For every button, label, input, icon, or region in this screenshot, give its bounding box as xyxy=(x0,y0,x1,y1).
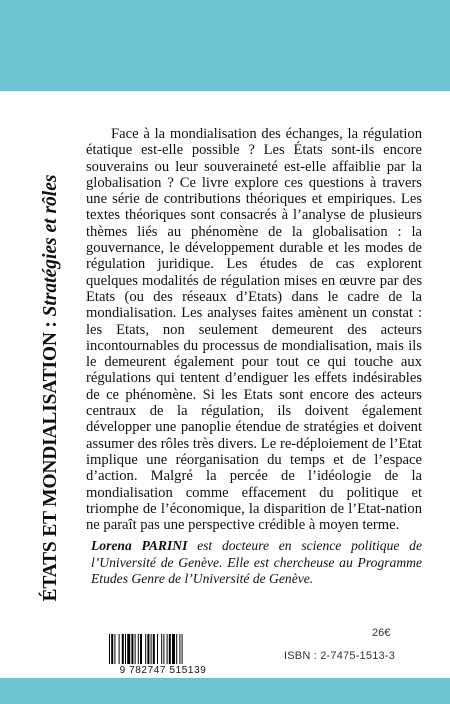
isbn-label: ISBN : 2-7475-1513-3 xyxy=(284,650,396,662)
book-subtitle: Stratégies et rôles xyxy=(40,174,61,317)
author-name: Lorena PARINI xyxy=(91,538,188,553)
back-cover-blurb xyxy=(86,126,422,533)
author-bio xyxy=(91,538,422,588)
bottom-color-band xyxy=(0,678,450,704)
spine-title xyxy=(39,96,63,680)
book-title: ÉTATS ET MONDIALISATION : xyxy=(40,321,61,602)
top-color-band xyxy=(0,0,450,91)
barcode-number: 9 782747 515139 xyxy=(119,665,207,676)
author-bio-text: est docteure en science politique de l’Université de Genève. Elle est chercheuse au Programme Etudes Genre de l’Université de Genève. xyxy=(91,538,422,586)
barcode-bars xyxy=(105,632,221,666)
price-label: 26€ xyxy=(372,627,391,639)
blurb-paragraph: Face à la mondialisation des échanges, la régulation étatique est-elle possible ? Les États sont-ils encore souverains ou leur souveraineté est-elle affaiblie par la globalisation ? Ce livre explore ces questions à travers une série de contributions théoriques et empiriques. Les textes théoriques sont consacrés à l’analyse de plusieurs thèmes liés au phénomène de la globalisation : la gouvernance, le développement durable et les modes de régulation juridique. Les études de cas explorent quelques modalités de régulation mises en œuvre par des Etats (ou des réseaux d’Etats) dans le cadre de la mondialisation. Les analyses faites amènent un constat : les Etats, non seulement demeurent des acteurs incontournables du processus de mondialisation, mais ils le demeurent également pour tout ce qui touche aux régulations qui tentent d’endiguer les effets indésirables de ce phénomène. Si les Etats sont encore des acteurs centraux de la régulation, ils doivent également développer une panoplie étendue de stratégies et doivent assumer des rôles très divers. Le re-déploiement de l’Etat implique une réorganisation du temps et de l’espace d’action. Malgré la percée de l’idéologie de la mondialisation comme effacement du politique et triomphe de l’économique, la disparition de l’Etat-nation ne paraît pas une perspective crédible à moyen terme. xyxy=(86,126,422,534)
barcode xyxy=(105,632,221,676)
